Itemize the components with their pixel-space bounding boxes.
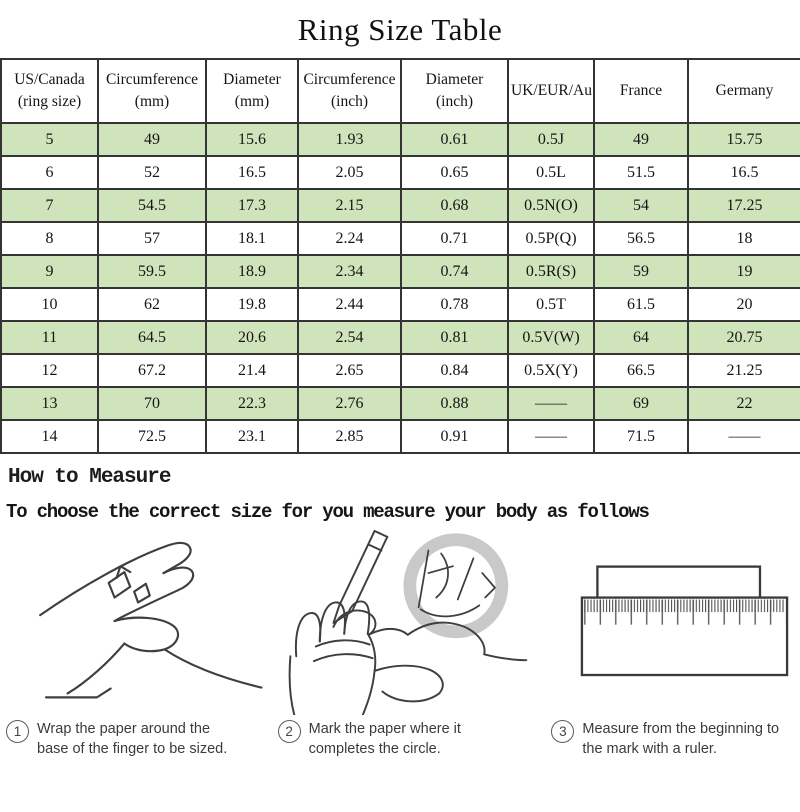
table-cell: 18 (688, 222, 800, 255)
table-cell: 2.34 (298, 255, 401, 288)
table-row (1, 189, 800, 222)
table-row (1, 387, 800, 420)
table-cell: 2.85 (298, 420, 401, 453)
table-cell: 1.93 (298, 123, 401, 156)
step-text-1: Wrap the paper around the base of the finger to be sized. (37, 721, 228, 758)
table-row (1, 222, 800, 255)
table-cell: 59.5 (98, 255, 206, 288)
table-cell: 0.81 (401, 321, 508, 354)
table-cell: 49 (98, 123, 206, 156)
ring-size-guide (0, 12, 800, 812)
magnifier-circle (410, 540, 502, 632)
table-cell: —— (688, 420, 800, 453)
table-cell: 0.5N(O) (508, 189, 594, 222)
table-cell: 0.5R(S) (508, 255, 594, 288)
table-cell: 71.5 (594, 420, 688, 453)
table-cell: 18.9 (206, 255, 298, 288)
table-cell: 19 (688, 255, 800, 288)
table-cell: 0.74 (401, 255, 508, 288)
illustration-row (0, 529, 800, 715)
table-cell: 9 (1, 255, 98, 288)
mark-paper-hands-illustration (274, 529, 529, 715)
table-cell: 0.65 (401, 156, 508, 189)
ring-size-tbody (1, 123, 800, 453)
table-cell: 18.1 (206, 222, 298, 255)
table-cell: 51.5 (594, 156, 688, 189)
table-cell: 0.71 (401, 222, 508, 255)
table-cell: 16.5 (688, 156, 800, 189)
col-header-france: France (594, 59, 688, 123)
table-cell: 54 (594, 189, 688, 222)
table-row (1, 156, 800, 189)
col-header-circumference-inch: Circumference (inch) (298, 59, 401, 123)
table-cell: 66.5 (594, 354, 688, 387)
header-row (1, 59, 800, 123)
table-cell: 67.2 (98, 354, 206, 387)
table-cell: 59 (594, 255, 688, 288)
step-caption-3 (551, 719, 800, 760)
table-row (1, 288, 800, 321)
table-cell: 13 (1, 387, 98, 420)
table-cell: 72.5 (98, 420, 206, 453)
table-cell: 20.6 (206, 321, 298, 354)
col-header-germany: Germany (688, 59, 800, 123)
table-cell: 8 (1, 222, 98, 255)
table-cell: 6 (1, 156, 98, 189)
table-cell: 52 (98, 156, 206, 189)
table-cell: 22 (688, 387, 800, 420)
table-cell: 21.25 (688, 354, 800, 387)
table-cell: 2.76 (298, 387, 401, 420)
table-cell: —— (508, 420, 594, 453)
table-cell: 56.5 (594, 222, 688, 255)
table-cell: 49 (594, 123, 688, 156)
table-cell: 12 (1, 354, 98, 387)
table-row (1, 321, 800, 354)
table-cell: 20 (688, 288, 800, 321)
table-cell: 5 (1, 123, 98, 156)
table-cell: 69 (594, 387, 688, 420)
table-cell: 64 (594, 321, 688, 354)
table-cell: 0.5P(Q) (508, 222, 594, 255)
table-cell: 17.25 (688, 189, 800, 222)
table-cell: 0.88 (401, 387, 508, 420)
how-to-measure-heading: How to Measure (8, 466, 171, 489)
table-cell: 70 (98, 387, 206, 420)
table-cell: 2.05 (298, 156, 401, 189)
measure-instruction: To choose the correct size for you measure your body as follows (6, 501, 649, 523)
table-cell: 2.15 (298, 189, 401, 222)
ruler-illustration (567, 555, 800, 705)
table-cell: 62 (98, 288, 206, 321)
table-cell: 0.5L (508, 156, 594, 189)
paper-strip (597, 567, 760, 600)
col-header-uk-eur-au: UK/EUR/Au (508, 59, 594, 123)
table-cell: 11 (1, 321, 98, 354)
table-cell: 2.24 (298, 222, 401, 255)
table-cell: 7 (1, 189, 98, 222)
table-row (1, 123, 800, 156)
table-cell: 2.44 (298, 288, 401, 321)
table-cell: 0.61 (401, 123, 508, 156)
table-cell: 15.6 (206, 123, 298, 156)
table-cell: 14 (1, 420, 98, 453)
step-caption-2 (278, 719, 502, 760)
table-cell: 2.54 (298, 321, 401, 354)
col-header-diameter-mm: Diameter (mm) (206, 59, 298, 123)
table-row (1, 420, 800, 453)
table-cell: 64.5 (98, 321, 206, 354)
step-caption-1 (6, 719, 260, 760)
table-row (1, 354, 800, 387)
table-cell: 22.3 (206, 387, 298, 420)
table-cell: 0.5V(W) (508, 321, 594, 354)
table-cell: 15.75 (688, 123, 800, 156)
step-text-2: Mark the paper where it completes the circle. (308, 721, 461, 758)
table-cell: 20.75 (688, 321, 800, 354)
step-text-3: Measure from the beginning to the mark with a ruler. (582, 721, 780, 758)
table-cell: 0.5J (508, 123, 594, 156)
wrap-paper-hand-illustration (16, 529, 266, 715)
table-cell: 16.5 (206, 156, 298, 189)
table-cell: 0.5T (508, 288, 594, 321)
table-cell: —— (508, 387, 594, 420)
table-cell: 61.5 (594, 288, 688, 321)
page-title: Ring Size Table (297, 12, 503, 47)
table-row (1, 255, 800, 288)
table-cell: 57 (98, 222, 206, 255)
table-cell: 0.91 (401, 420, 508, 453)
table-cell: 10 (1, 288, 98, 321)
table-cell: 19.8 (206, 288, 298, 321)
table-cell: 0.68 (401, 189, 508, 222)
table-cell: 23.1 (206, 420, 298, 453)
col-header-circumference-mm: Circumference (mm) (98, 59, 206, 123)
step-number-icon: 2 (278, 720, 301, 743)
table-cell: 0.5X(Y) (508, 354, 594, 387)
table-cell: 17.3 (206, 189, 298, 222)
step-number-icon: 3 (551, 720, 574, 743)
table-cell: 0.78 (401, 288, 508, 321)
table-cell: 2.65 (298, 354, 401, 387)
col-header-us-canada: US/Canada (ring size) (1, 59, 98, 123)
col-header-diameter-inch: Diameter (inch) (401, 59, 508, 123)
table-cell: 54.5 (98, 189, 206, 222)
table-cell: 21.4 (206, 354, 298, 387)
caption-row (0, 719, 800, 760)
ring-size-table (0, 58, 800, 454)
step-number-icon: 1 (6, 720, 29, 743)
table-cell: 0.84 (401, 354, 508, 387)
